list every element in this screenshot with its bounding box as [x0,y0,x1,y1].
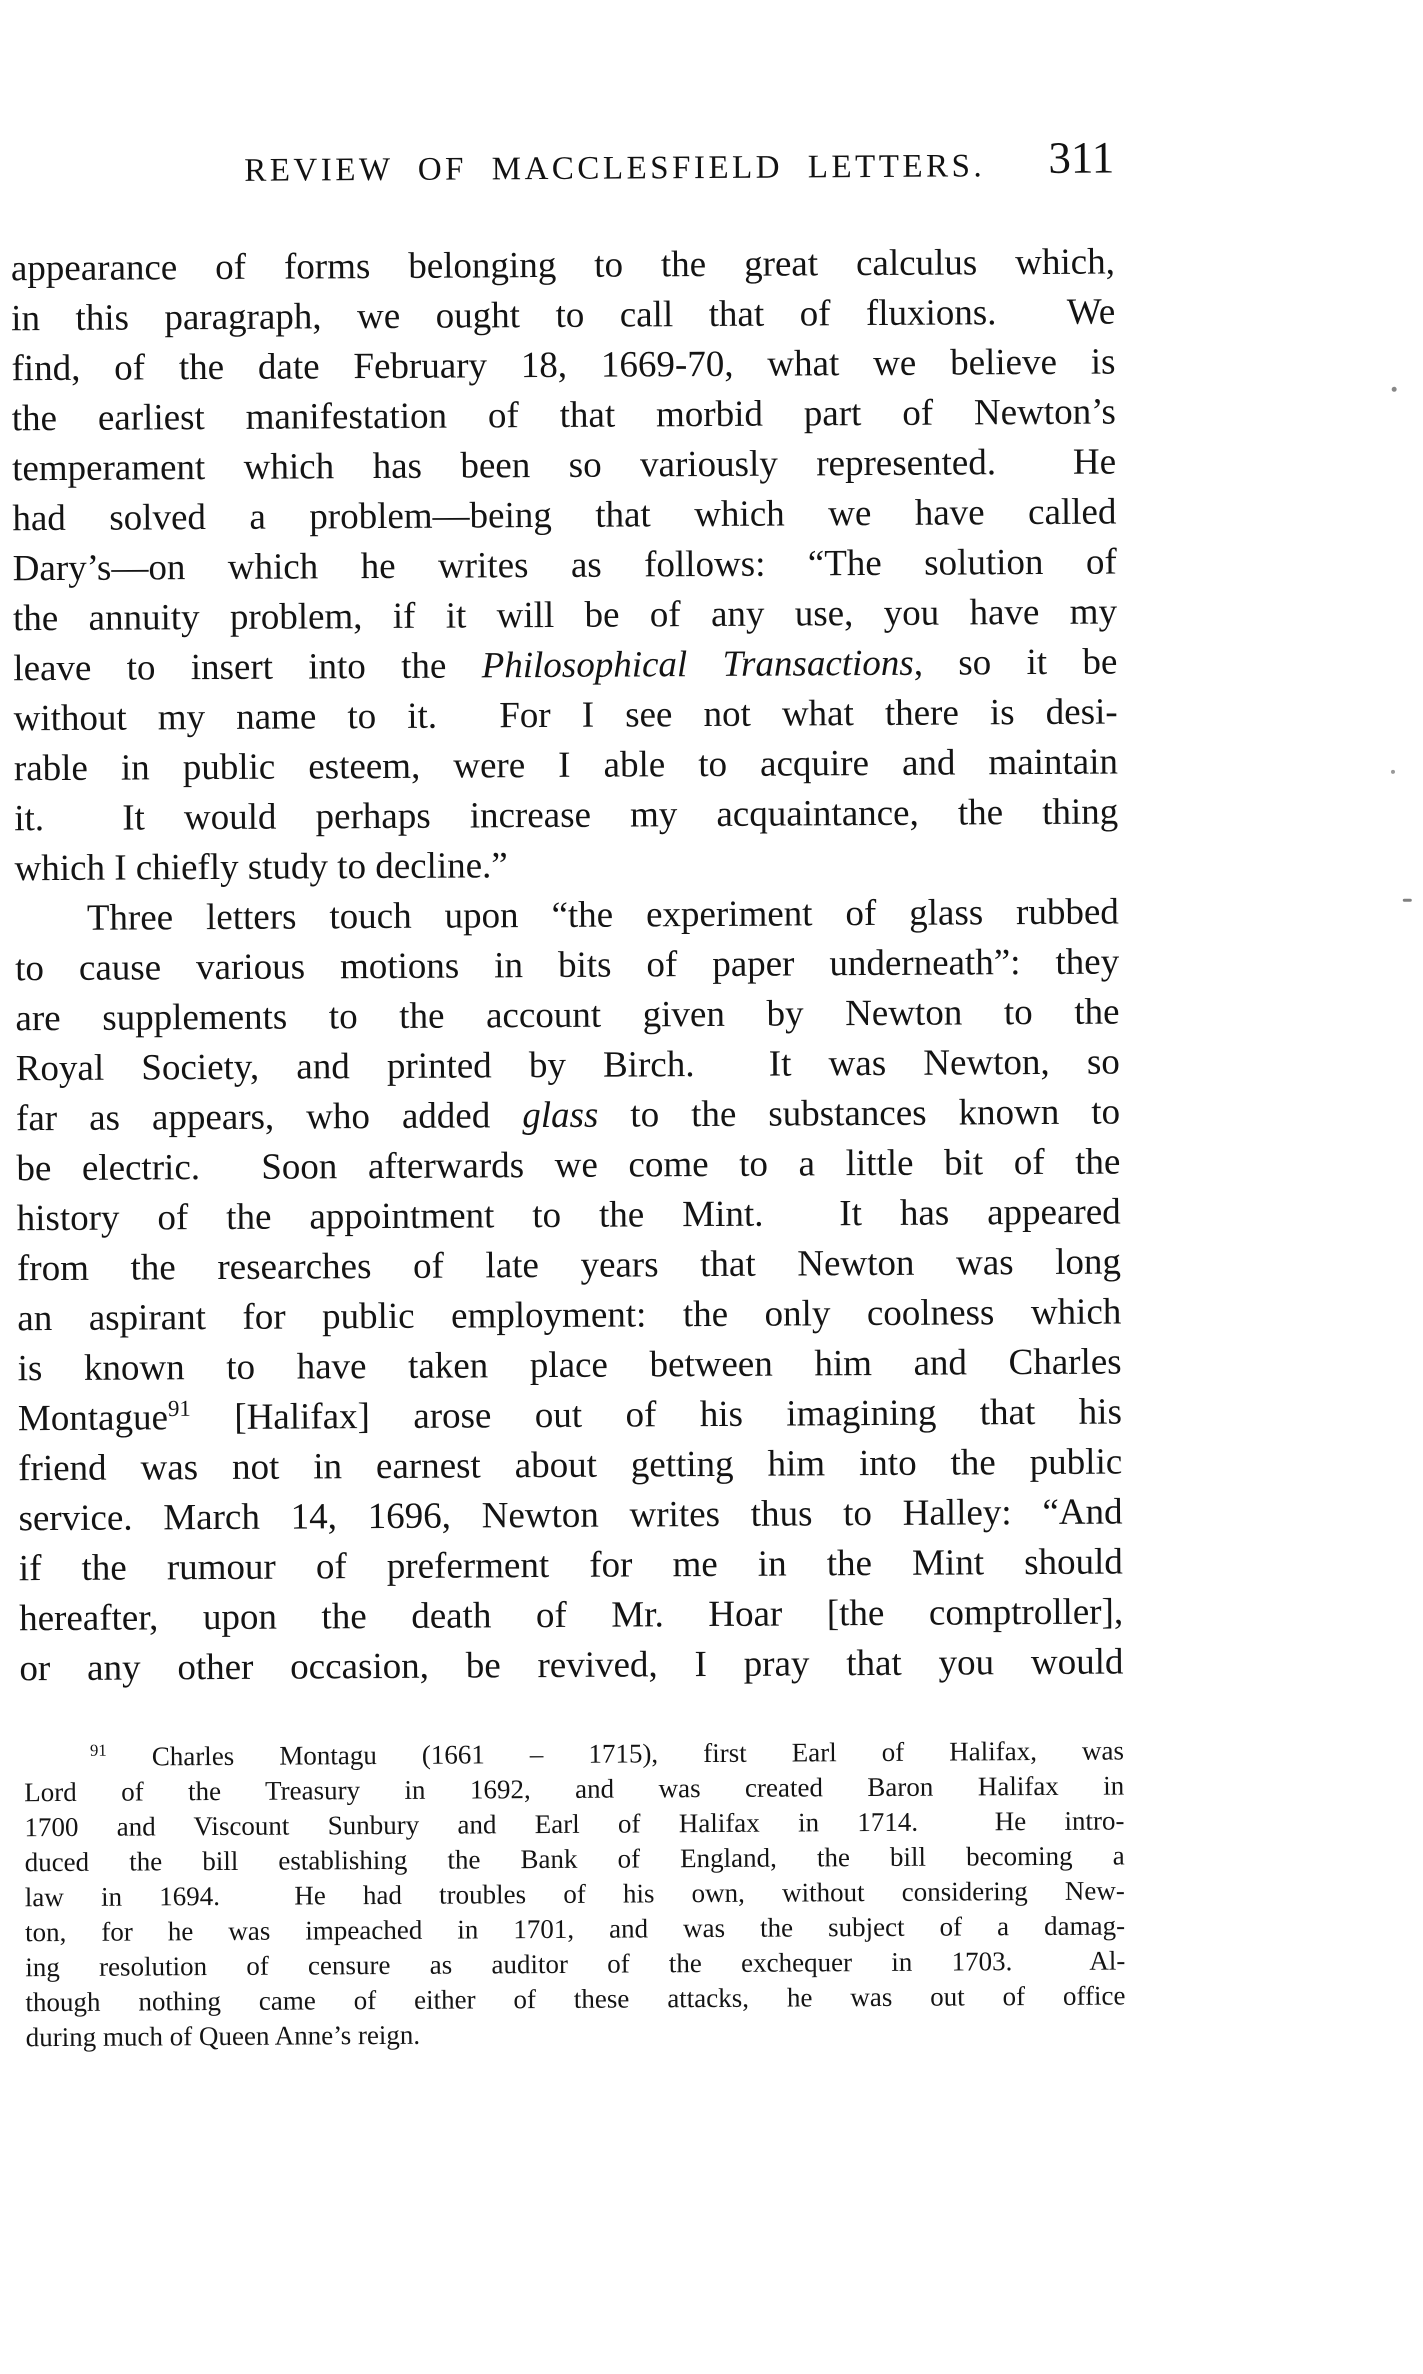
text-line: Three letters touch upon “the experiment of glass rubbed [86,891,1119,939]
scan-speck [1392,387,1397,392]
text-line: in this paragraph, we ought to call that of fluxions. We [11,291,1116,340]
text-line: rable in public esteem, were I able to acquire and maintain [13,741,1119,790]
body-text-block [11,238,1124,1695]
text-line: be electric. Soon afterwards we come to a little bit of the [16,1141,1121,1190]
text-line: service. March 14, 1696, Newton writes thus to Halley: “And [18,1491,1123,1540]
text-line: $^{91}$ Charles Montagu (1661 – 1715), first Earl of Halifax, was [89,1735,1125,1772]
text-line: is known to have taken place between him and Charles [17,1341,1122,1390]
text-line: which I chiefly study to decline.” [14,845,508,890]
text-line: history of the appointment to the Mint. It has appeared [16,1191,1121,1240]
text-line: duced the bill establishing the Bank of England, the bill becoming a [24,1840,1125,1878]
text-line: far as appears, who added glass to the substances known to [15,1091,1121,1140]
body-paragraph-2 [15,887,1124,1694]
text-line: the annuity problem, if it will be of any use, you have my [12,591,1118,640]
text-line: hereafter, upon the death of Mr. Hoar [the comptroller], [19,1591,1124,1640]
text-line: ing resolution of censure as auditor of the exchequer in 1703. Al- [25,1945,1126,1983]
text-line: without my name to it. For I see not what there is desi- [13,691,1118,740]
text-line: the earliest manifestation of that morbid part of Newton’s [11,391,1116,440]
body-paragraph-1 [11,238,1119,895]
text-line: or any other occasion, be revived, I pray that you would [19,1641,1124,1690]
text-line: temperament which has been so variously represented. He [12,441,1117,490]
scan-speck [1403,899,1412,902]
text-line: are supplements to the account given by Newton to the [15,991,1120,1040]
text-line: to cause various motions in bits of paper underneath”: they [15,941,1120,990]
text-line: find, of the date February 18, 1669-70, what we believe is [11,341,1116,390]
page-number: 311 [1048,132,1115,183]
text-line: though nothing came of either of these attacks, he was out of office [25,1980,1126,2018]
text-line: Montague$^{91}$ [Halifax] arose out of his imagining that his [17,1391,1123,1440]
text-line: appearance of forms belonging to the great calculus which, [10,241,1116,290]
text-line: had solved a problem—being that which we have called [12,491,1117,540]
text-line: from the researches of late years that Newton was long [16,1241,1122,1290]
text-line: friend was not in earnest about getting him into the public [18,1441,1123,1490]
text-line: if the rumour of preferment for me in the Mint should [18,1541,1123,1590]
text-line: it. It would perhaps increase my acquaintance, the thing [14,791,1119,840]
text-line: Royal Society, and printed by Birch. It was Newton, so [15,1041,1120,1090]
text-line: during much of Queen Anne’s reign. [25,2019,421,2053]
footnote-block [24,1733,1126,2055]
text-line: Dary’s—on which he writes as follows: “The solution of [12,541,1117,590]
text-line: Lord of the Treasury in 1692, and was created Baron Halifax in [24,1770,1125,1808]
running-header-title: REVIEW OF MACCLESFIELD LETTERS. [244,148,986,189]
text-line: law in 1694. He had troubles of his own, without considering New- [24,1875,1125,1913]
scan-speck [1391,770,1395,774]
footnote-text [24,1733,1126,2055]
text-line: 1700 and Viscount Sunbury and Earl of Halifax in 1714. He intro- [24,1805,1125,1843]
text-line: ton, for he was impeached in 1701, and was the subject of a damag- [24,1910,1126,1948]
text-line: leave to insert into the Philosophical Transactions, so it be [13,641,1118,690]
text-line: an aspirant for public employment: the only coolness which [17,1291,1122,1340]
